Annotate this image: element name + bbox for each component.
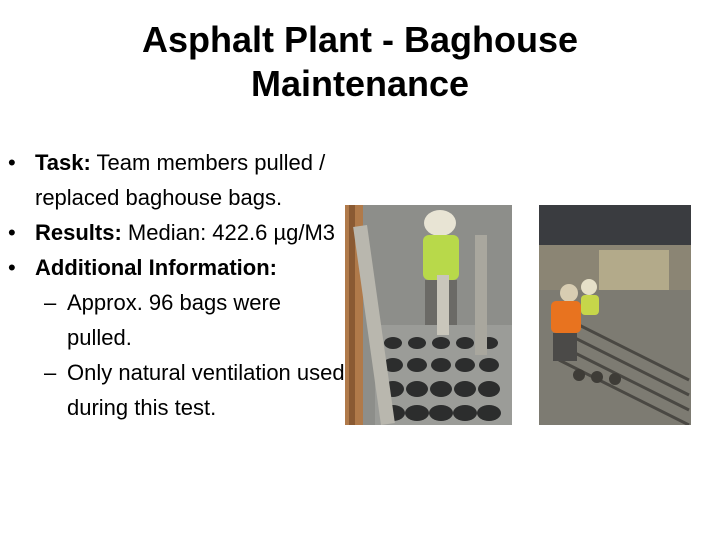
slide-content bbox=[0, 145, 345, 425]
bullet-task bbox=[0, 145, 345, 215]
sub-bullet-ventilation bbox=[0, 355, 345, 425]
title-line-2: Maintenance bbox=[250, 63, 470, 104]
bullet-results-label: Results: bbox=[35, 220, 122, 245]
bullet-task-label: Task: bbox=[35, 150, 91, 175]
sub-bullet-ventilation-text: Only natural ventilation used during this test. bbox=[67, 360, 345, 420]
baghouse-photo-2 bbox=[539, 205, 691, 425]
bullet-results-text: Median: 422.6 µg/M3 bbox=[121, 220, 336, 245]
slide-title bbox=[100, 18, 620, 106]
bullet-results bbox=[0, 215, 345, 250]
bullet-additional-info bbox=[0, 250, 345, 285]
baghouse-photo-1 bbox=[345, 205, 512, 425]
sub-bullet-marker: – bbox=[44, 290, 57, 315]
sub-bullet-bags bbox=[0, 285, 345, 355]
bullet-marker: • bbox=[8, 255, 16, 280]
bullet-task-text: Team members pulled / replaced baghouse bags. bbox=[35, 150, 326, 210]
title-line-1: Asphalt Plant - Baghouse bbox=[141, 19, 579, 60]
bullet-marker: • bbox=[8, 220, 16, 245]
bullet-marker: • bbox=[8, 150, 16, 175]
bullet-additional-info-label: Additional Information: bbox=[35, 255, 277, 280]
baghouse-photo-2-illustration bbox=[539, 205, 691, 425]
baghouse-photo-1-illustration bbox=[345, 205, 512, 425]
sub-bullet-bags-text: Approx. 96 bags were pulled. bbox=[67, 290, 282, 350]
sub-bullet-marker: – bbox=[44, 360, 57, 385]
